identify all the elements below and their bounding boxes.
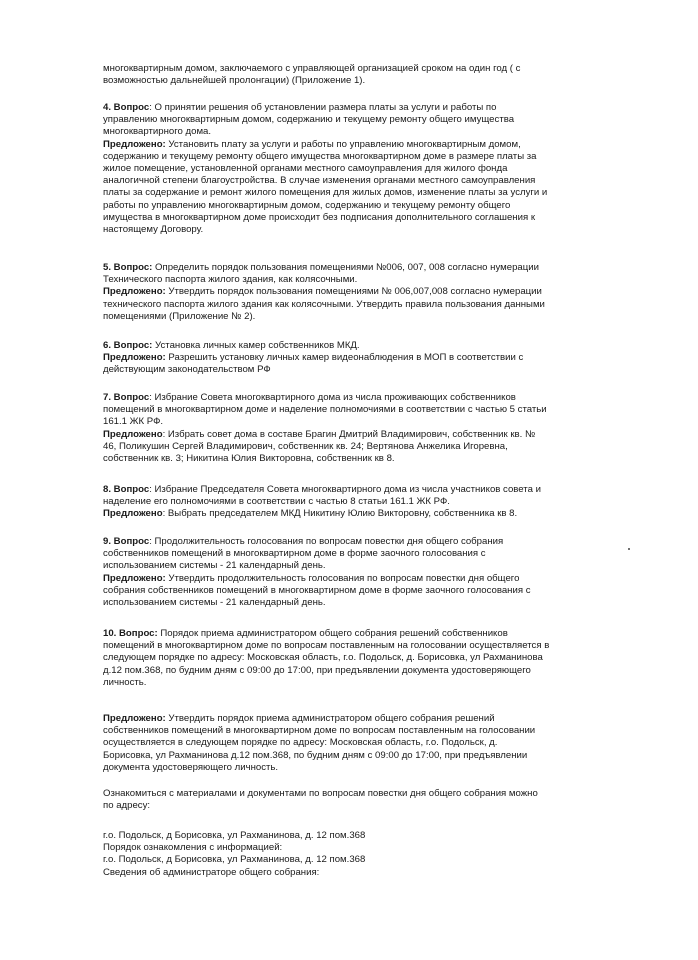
- question-label: 10. Вопрос:: [103, 628, 158, 639]
- question-label: 4. Вопрос: [103, 102, 150, 113]
- materials-paragraph: [103, 788, 633, 812]
- address-line: г.о. Подольск, д Борисовка, ул Рахманинова, д. 12 пом.368: [103, 854, 366, 866]
- text-line: возможностью дальнейшей пролонгации) (Приложение 1).: [103, 75, 366, 87]
- question-text: Порядок приема администратором общего собрания решений собственников: [157, 628, 508, 639]
- proposal-text: технического паспорта жилого здания как колясочными. Утвердить правила пользования данными: [103, 298, 545, 310]
- proposal-text: использованием системы - 21 календарный день.: [103, 597, 326, 609]
- proposal-text: Утвердить продолжительность голосования по вопросам повестки дня общего: [165, 572, 520, 584]
- footer-info: [103, 830, 633, 879]
- question-text: управлению многоквартирным домом, содержанию и текущему ремонту общего имущества: [103, 114, 515, 126]
- question-line: [103, 102, 633, 114]
- question-5-section: [103, 262, 633, 323]
- address-line: г.о. Подольск, д Борисовка, ул Рахманинова, д. 12 пом.368: [103, 830, 366, 841]
- proposal-label: Предложено:: [103, 352, 166, 364]
- proposal-text: жилое помещение, установленной органами местного самоуправления для жилого фонда: [103, 163, 508, 175]
- proposal-text: Утвердить порядок пользования помещениями № 006,007,008 согласно нумерации: [165, 286, 542, 298]
- question-text: : Продолжительность голосования по вопросам повестки дня общего собрания: [149, 536, 504, 547]
- proposal-text: : Избрать совет дома в составе Брагин Дмитрий Владимирович, собственник кв. №: [162, 428, 536, 440]
- proposal-line: [103, 573, 633, 585]
- question-text: Определить порядок пользования помещениями №006, 007, 008 согласно нумерации: [152, 262, 539, 273]
- proposal-label: Предложено:: [103, 572, 166, 584]
- proposal-text: содержанию и текущему ремонту общего имущества многоквартирном доме в размере платы за: [103, 150, 537, 162]
- proposal-text: платы за содержание и ремонт жилого помещения для жилых домов, изменение платы за услуги и: [103, 187, 548, 199]
- proposal-text: аналогичной степени благоустройства. В случае изменения органами местного самоуправления: [103, 175, 536, 187]
- question-text: наделение его полномочиями в соответствии с частью 8 статьи 161.1 ЖК РФ.: [103, 496, 450, 508]
- question-text: собственников помещений в многоквартирном доме в форме заочного голосования с: [103, 548, 486, 560]
- text-line: Сведения об администраторе общего собрания:: [103, 866, 320, 878]
- question-text: личность.: [103, 676, 147, 688]
- question-line: [103, 340, 633, 352]
- question-6-section: [103, 340, 633, 377]
- question-text: многоквартирного дома.: [103, 126, 212, 138]
- proposal-text: собственников помещений в многоквартирном доме по вопросам поставленным на голосовании: [103, 725, 536, 737]
- question-label: 5. Вопрос:: [103, 262, 153, 273]
- question-text: : О принятии решения об установлении размера платы за услуги и работы по: [149, 102, 497, 113]
- proposal-text: имущества в многоквартирном доме происходит без подписания дополнительного соглашения к: [103, 211, 536, 223]
- proposal-line: [103, 713, 633, 725]
- question-text: использованием системы - 21 календарный день.: [103, 560, 326, 572]
- question-8-section: [103, 484, 633, 521]
- question-label: 6. Вопрос:: [103, 340, 153, 351]
- text-line: по адресу:: [103, 800, 151, 812]
- question-text: 161.1 ЖК РФ.: [103, 416, 164, 428]
- proposal-text: Разрешить установку личных камер видеонаблюдения в МОП в соответствии с: [165, 352, 524, 364]
- proposal-text: Утвердить порядок приема администратором общего собрания решений: [165, 713, 495, 724]
- proposal-text: помещениями (Приложение № 2).: [103, 310, 256, 322]
- proposal-line: [103, 429, 633, 441]
- question-7-section: [103, 392, 633, 465]
- proposal-text: собственник кв. 3; Никитина Юлия Викторовна, собственник кв 8.: [103, 453, 395, 465]
- question-text: : Избрание Совета многоквартирного дома из числа проживающих собственников: [149, 392, 516, 403]
- proposal-text: 46, Поликушин Сергей Владимирович, собственник кв. 24; Вертянова Анжелика Игоревна,: [103, 440, 508, 452]
- question-text: : Избрание Председателя Совета многоквартирного дома из числа участников совета и: [149, 484, 541, 495]
- question-4-section: [103, 102, 633, 236]
- question-text: д.12 пом.368, по будним дням с 09:00 до 17:00, при предъявлении документа удостоверяющего: [103, 664, 531, 676]
- question-line: [103, 628, 633, 640]
- proposal-line: [103, 508, 633, 520]
- proposal-label: Предложено:: [103, 138, 166, 150]
- proposal-text: действующим законодательством РФ: [103, 364, 271, 376]
- intro-paragraph: [103, 63, 633, 87]
- question-label: 7. Вопрос: [103, 392, 150, 403]
- question-text: помещений в многоквартирном доме и наделение полномочиями в соответствии с частью 5 статьи: [103, 404, 547, 416]
- proposal-label: Предложено:: [103, 286, 166, 298]
- question-line: [103, 536, 633, 548]
- text-line: Порядок ознакомления с информацией:: [103, 842, 283, 854]
- question-text: помещений в многоквартирном доме по вопросам поставленным на голосовании осуществляется в: [103, 640, 550, 652]
- proposal-line: [103, 139, 633, 151]
- question-9-section: [103, 536, 633, 609]
- question-10-section: [103, 628, 633, 689]
- question-text: следующем порядке по адресу: Московская область, г.о. Подольск, д. Борисовка, ул Рахманинова: [103, 652, 543, 664]
- proposal-text: документа удостоверяющего личность.: [103, 761, 279, 773]
- question-text: Технического паспорта жилого здания, как колясочными.: [103, 274, 358, 286]
- question-line: [103, 484, 633, 496]
- question-line: [103, 392, 633, 404]
- text-line: Ознакомиться с материалами и документами по вопросам повестки дня общего собрания можно: [103, 788, 538, 799]
- proposal-line: [103, 352, 633, 364]
- proposal-text: Борисовка, ул Рахманинова д.12 пом.368, по будним дням с 09:00 до 17:00, при предъявлении: [103, 749, 528, 761]
- proposal-text: осуществляется в следующем порядке по адресу: Московская область, г.о. Подольск, д.: [103, 737, 498, 749]
- proposal-label: Предложено: [103, 428, 163, 440]
- proposal-text: : Выбрать председателем МКД Никитину Юлию Викторовну, собственника кв 8.: [162, 508, 518, 520]
- text-line: многоквартирным домом, заключаемого с управляющей организацией сроком на один год ( с: [103, 63, 521, 74]
- proposal-text: работы по управлению многоквартирным домом, содержанию и текущему ремонту общего: [103, 199, 511, 211]
- proposal-label: Предложено:: [103, 713, 166, 724]
- question-line: [103, 262, 633, 274]
- question-10-proposal: [103, 713, 633, 774]
- proposal-text: настоящему Договору.: [103, 224, 204, 236]
- proposal-text: собрания собственников помещений в многоквартирном доме в форме заочного голосования с: [103, 584, 531, 596]
- scan-speck: [628, 548, 630, 550]
- question-label: 9. Вопрос: [103, 536, 150, 547]
- question-text: Установка личных камер собственников МКД.: [152, 340, 360, 351]
- proposal-label: Предложено: [103, 508, 163, 520]
- proposal-text: Установить плату за услуги и работы по управлению многоквартирным домом,: [165, 138, 521, 150]
- question-label: 8. Вопрос: [103, 484, 150, 495]
- proposal-line: [103, 286, 633, 298]
